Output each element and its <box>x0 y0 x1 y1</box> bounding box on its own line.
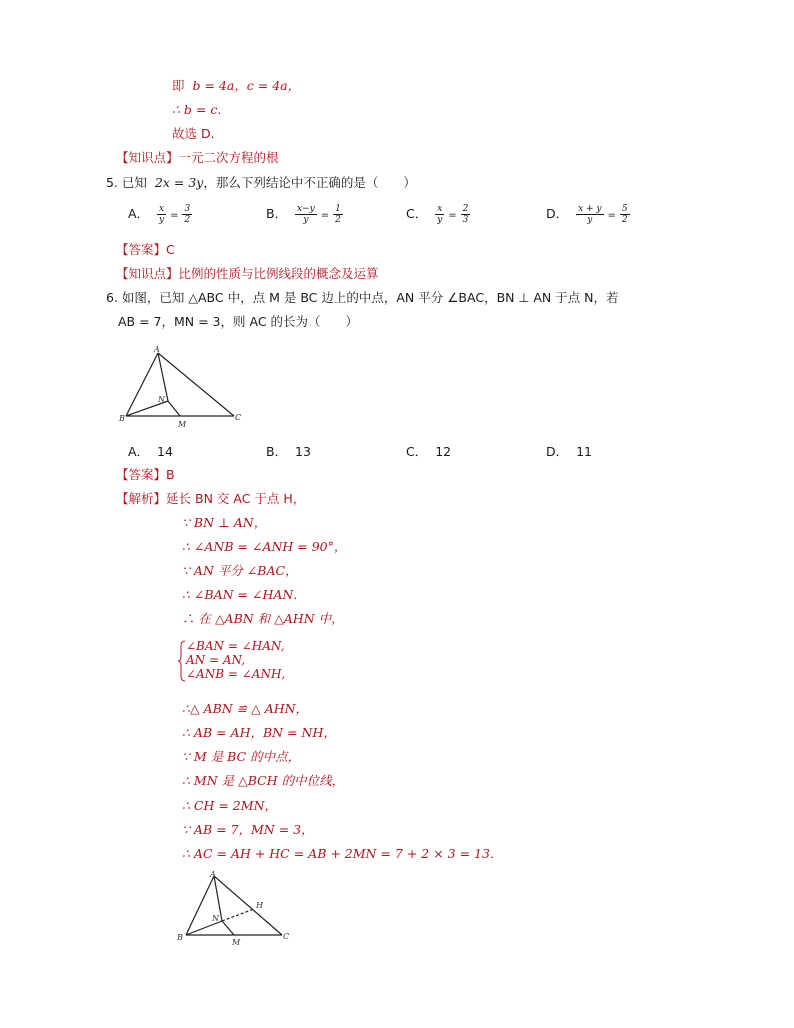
analysis-figure <box>174 868 296 948</box>
q5-option-c[interactable]: C． $\frac{x}{y}$ = $\frac{2}{3}$ <box>406 204 469 225</box>
answer-tag: 【答案】 <box>116 242 167 257</box>
fraction: $\frac{5}{2}$ <box>621 204 628 225</box>
vertex-label-m: M <box>178 420 187 429</box>
segment-nm <box>222 921 234 935</box>
prev-line-2: ∴ b = c. <box>172 102 222 117</box>
fraction: $\frac{1}{2}$ <box>335 204 341 225</box>
fraction: $\frac{x + y}{y}$ <box>578 204 602 225</box>
vertex-label-m: M <box>232 938 241 947</box>
vertex-label-b: B <box>177 933 183 942</box>
vertex-label-a: A <box>154 345 160 354</box>
prev-knowledge-point: 【知识点】一元二次方程的根 <box>116 150 279 165</box>
vertex-label-c: C <box>283 932 290 941</box>
q5-stem: 5. 已知 2x = 3y，那么下列结论中不正确的是（ ） <box>106 175 416 190</box>
analysis-step: ∴ ∠ANB = ∠ANH = 90°， <box>182 539 347 554</box>
segment-ac <box>158 353 234 416</box>
vertex-label-h: H <box>256 901 263 910</box>
q6-analysis-head: 【解析】延长 BN 交 AC 于点 H， <box>116 491 306 506</box>
fraction: $\frac{x}{y}$ <box>159 204 165 225</box>
q6-figure <box>116 343 246 433</box>
system-line: AN = AN, <box>186 653 246 667</box>
system-line: ∠BAN = ∠HAN, <box>186 639 285 653</box>
analysis-step: ∴ CH = 2MN， <box>182 798 278 813</box>
analysis-step: ∵ M 是 BC 的中点， <box>182 749 301 764</box>
fraction: $\frac{x}{y}$ <box>437 204 443 225</box>
system-line: ∠ANB = ∠ANH, <box>186 667 286 681</box>
vertex-label-c: C <box>235 413 242 422</box>
q6-option-a[interactable]: A． 14 <box>128 444 173 459</box>
prev-line-1: 即 b = 4a，c = 4a， <box>172 78 301 93</box>
q6-option-d[interactable]: D． 11 <box>546 444 592 459</box>
vertex-label-a: A <box>210 870 216 879</box>
analysis-step: ∴ 在 △ABN 和 △AHN 中， <box>182 611 344 626</box>
analysis-step: ∴ AC = AH + HC = AB + 2MN = 7 + 2 × 3 = 13． <box>182 846 503 861</box>
fraction: $\frac{3}{2}$ <box>184 204 191 225</box>
q5-answer: 【答案】C <box>116 242 175 257</box>
vertex-label-n: N <box>158 395 165 404</box>
fraction: $\frac{2}{3}$ <box>462 204 469 225</box>
analysis-step: ∴△ ABN ≌ △ AHN， <box>182 701 309 716</box>
q5-option-d[interactable]: D． $\frac{x + y}{y}$ = $\frac{5}{2}$ <box>546 204 628 225</box>
knowledge-tag: 【知识点】 <box>116 150 179 165</box>
analysis-step: ∴ ∠BAN = ∠HAN． <box>182 587 306 602</box>
left-brace-icon <box>178 640 186 682</box>
q6-option-c[interactable]: C． 12 <box>406 444 452 459</box>
q6-stem-line-2: AB = 7，MN = 3，则 AC 的长为（ ） <box>118 314 359 329</box>
answer-tag: 【答案】 <box>116 467 167 482</box>
fraction: $\frac{x-y}{y}$ <box>297 204 315 225</box>
analysis-tag: 【解析】 <box>116 491 167 506</box>
analysis-step: ∴ MN 是 △BCH 的中位线， <box>182 773 345 788</box>
analysis-step: ∵ AB = 7，MN = 3， <box>182 822 314 837</box>
analysis-step: ∵ AN 平分 ∠BAC， <box>182 563 298 578</box>
segment-nm <box>168 401 180 416</box>
q6-answer: 【答案】B <box>116 467 175 482</box>
analysis-step: ∴ AB = AH，BN = NH， <box>182 725 336 740</box>
q5-option-b[interactable]: B． $\frac{x-y}{y}$ = $\frac{1}{2}$ <box>266 204 341 225</box>
q5-option-a[interactable]: A． $\frac{x}{y}$ = $\frac{3}{2}$ <box>128 204 191 225</box>
vertex-label-n: N <box>212 914 219 923</box>
q5-knowledge-point: 【知识点】比例的性质与比例线段的概念及运算 <box>116 266 379 281</box>
vertex-label-b: B <box>119 414 125 423</box>
prev-line-3: 故选 D. <box>172 126 215 141</box>
segment-nh-dashed <box>222 909 254 921</box>
segment-ac <box>214 876 282 935</box>
knowledge-tag: 【知识点】 <box>116 266 179 281</box>
q6-stem-line-1: 6. 如图，已知 △ABC 中，点 M 是 BC 边上的中点，AN 平分 ∠BAC，BN ⊥ AN 于点 N，若 <box>106 290 619 305</box>
analysis-step: ∵ BN ⊥ AN， <box>182 515 267 530</box>
q6-option-b[interactable]: B． 13 <box>266 444 311 459</box>
